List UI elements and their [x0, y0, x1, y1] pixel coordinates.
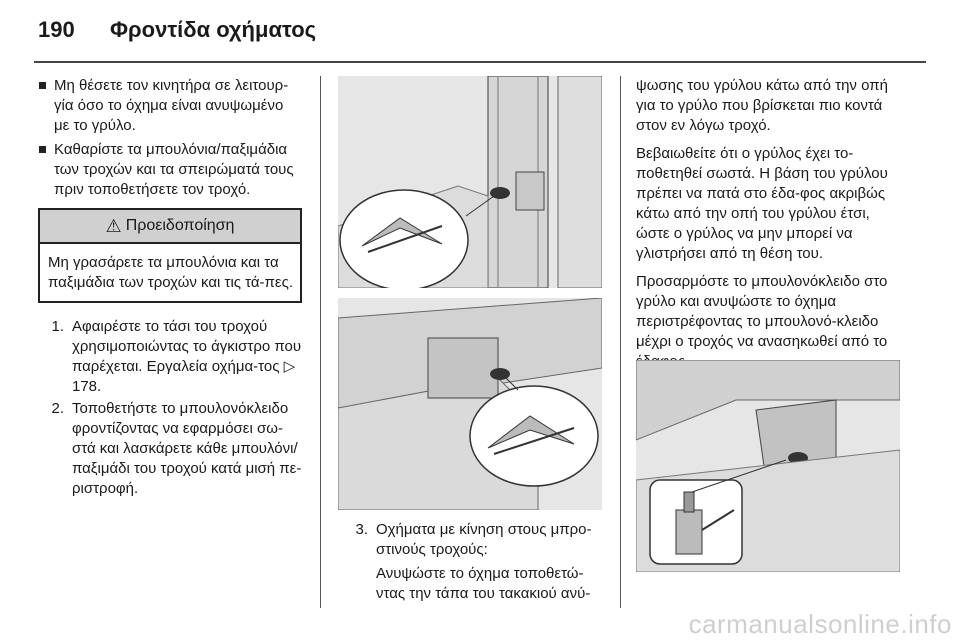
step-3 — [342, 520, 604, 604]
warning-box — [38, 208, 302, 303]
page-header — [38, 10, 316, 50]
column-divider-2 — [620, 76, 621, 608]
page-number: 190 — [38, 17, 75, 42]
step-number: 1. — [51, 318, 64, 335]
column-1 — [38, 76, 302, 499]
paragraph: Βεβαιωθείτε ότι ο γρύλος έχει το-ποθετηθεί σωστά. Η βάση του γρύλου πρέπει να πατά στο έδα-φος ακριβώς κάτω από την οπή του γρύλου έτσι, ώστε ο γρύλος να μην μπορεί να γλιστρήσει από τη θέση του. — [636, 145, 888, 262]
illustration-jack-raising — [636, 360, 900, 572]
step-subtext: Ανυψώστε το όχημα τοποθετώ-ντας την τάπα του τακακιού ανύ- — [376, 565, 591, 602]
jack-stowage-drawing — [338, 76, 602, 288]
watermark: carmanualsonline.info — [688, 609, 952, 639]
page-ref: 178. — [72, 378, 102, 395]
warning-text: Μη γρασάρετε τα μπουλόνια και τα παξιμάδια των τροχών και τις τά-πες. — [48, 254, 293, 291]
paragraph: Προσαρμόστε το μπουλονόκλειδο στο γρύλο και ανυψώστε το όχημα περιστρέφοντας το μπουλονό-κλειδο μέχρι ο τροχός να ανασηκωθεί από το — [636, 273, 888, 350]
warning-triangle-icon: ⚠ — [105, 216, 122, 236]
page-title: Φροντίδα οχήματος — [110, 17, 317, 42]
step-text: Τοποθετήστε το μπουλονόκλειδο φροντίζοντας να εφαρμόσει σω-στά και λασκάρετε κάθε μπουλόνι/ παξιμάδι του τροχού κατά μισή πε-ριστροφή. — [72, 400, 302, 497]
illustration-jack-stowage — [338, 76, 602, 288]
step-1 — [38, 317, 302, 397]
jack-raising-drawing — [636, 360, 900, 572]
column-3 — [636, 76, 900, 380]
step-2 — [38, 399, 302, 499]
warning-title: Προειδοποίηση — [125, 217, 235, 234]
illustration-jack-position — [338, 298, 602, 510]
bullet-item: Μη θέσετε τον κινητήρα σε λειτουρ-γία όσο το όχημα είναι ανυψωμένο με το γρύλο. — [38, 76, 302, 136]
warning-header — [40, 210, 300, 244]
page-ref-arrow-icon: ▷ — [283, 358, 296, 375]
column-divider-1 — [320, 76, 321, 608]
jack-position-drawing — [338, 298, 602, 510]
bullet-item: Καθαρίστε τα μπουλόνια/παξιμάδια των τροχών και τα σπειρώματά τους πριν τοποθετήσετε τον τροχό. — [38, 140, 302, 200]
step-number: 2. — [51, 400, 64, 417]
step-text: Οχήματα με κίνηση στους μπρο-στινούς τροχούς: — [376, 521, 592, 558]
step-text: Αφαιρέστε το τάσι του τροχού χρησιμοποιώντας το άγκιστρο που παρέχεται. Εργαλεία οχήμα-τος — [72, 318, 302, 375]
header-rule — [34, 61, 926, 63]
paragraph: ψωσης του γρύλου κάτω από την οπή για το γρύλο που βρίσκεται πιο κοντά στον εν λόγω τροχό. — [636, 77, 888, 134]
step-number: 3. — [355, 521, 368, 538]
